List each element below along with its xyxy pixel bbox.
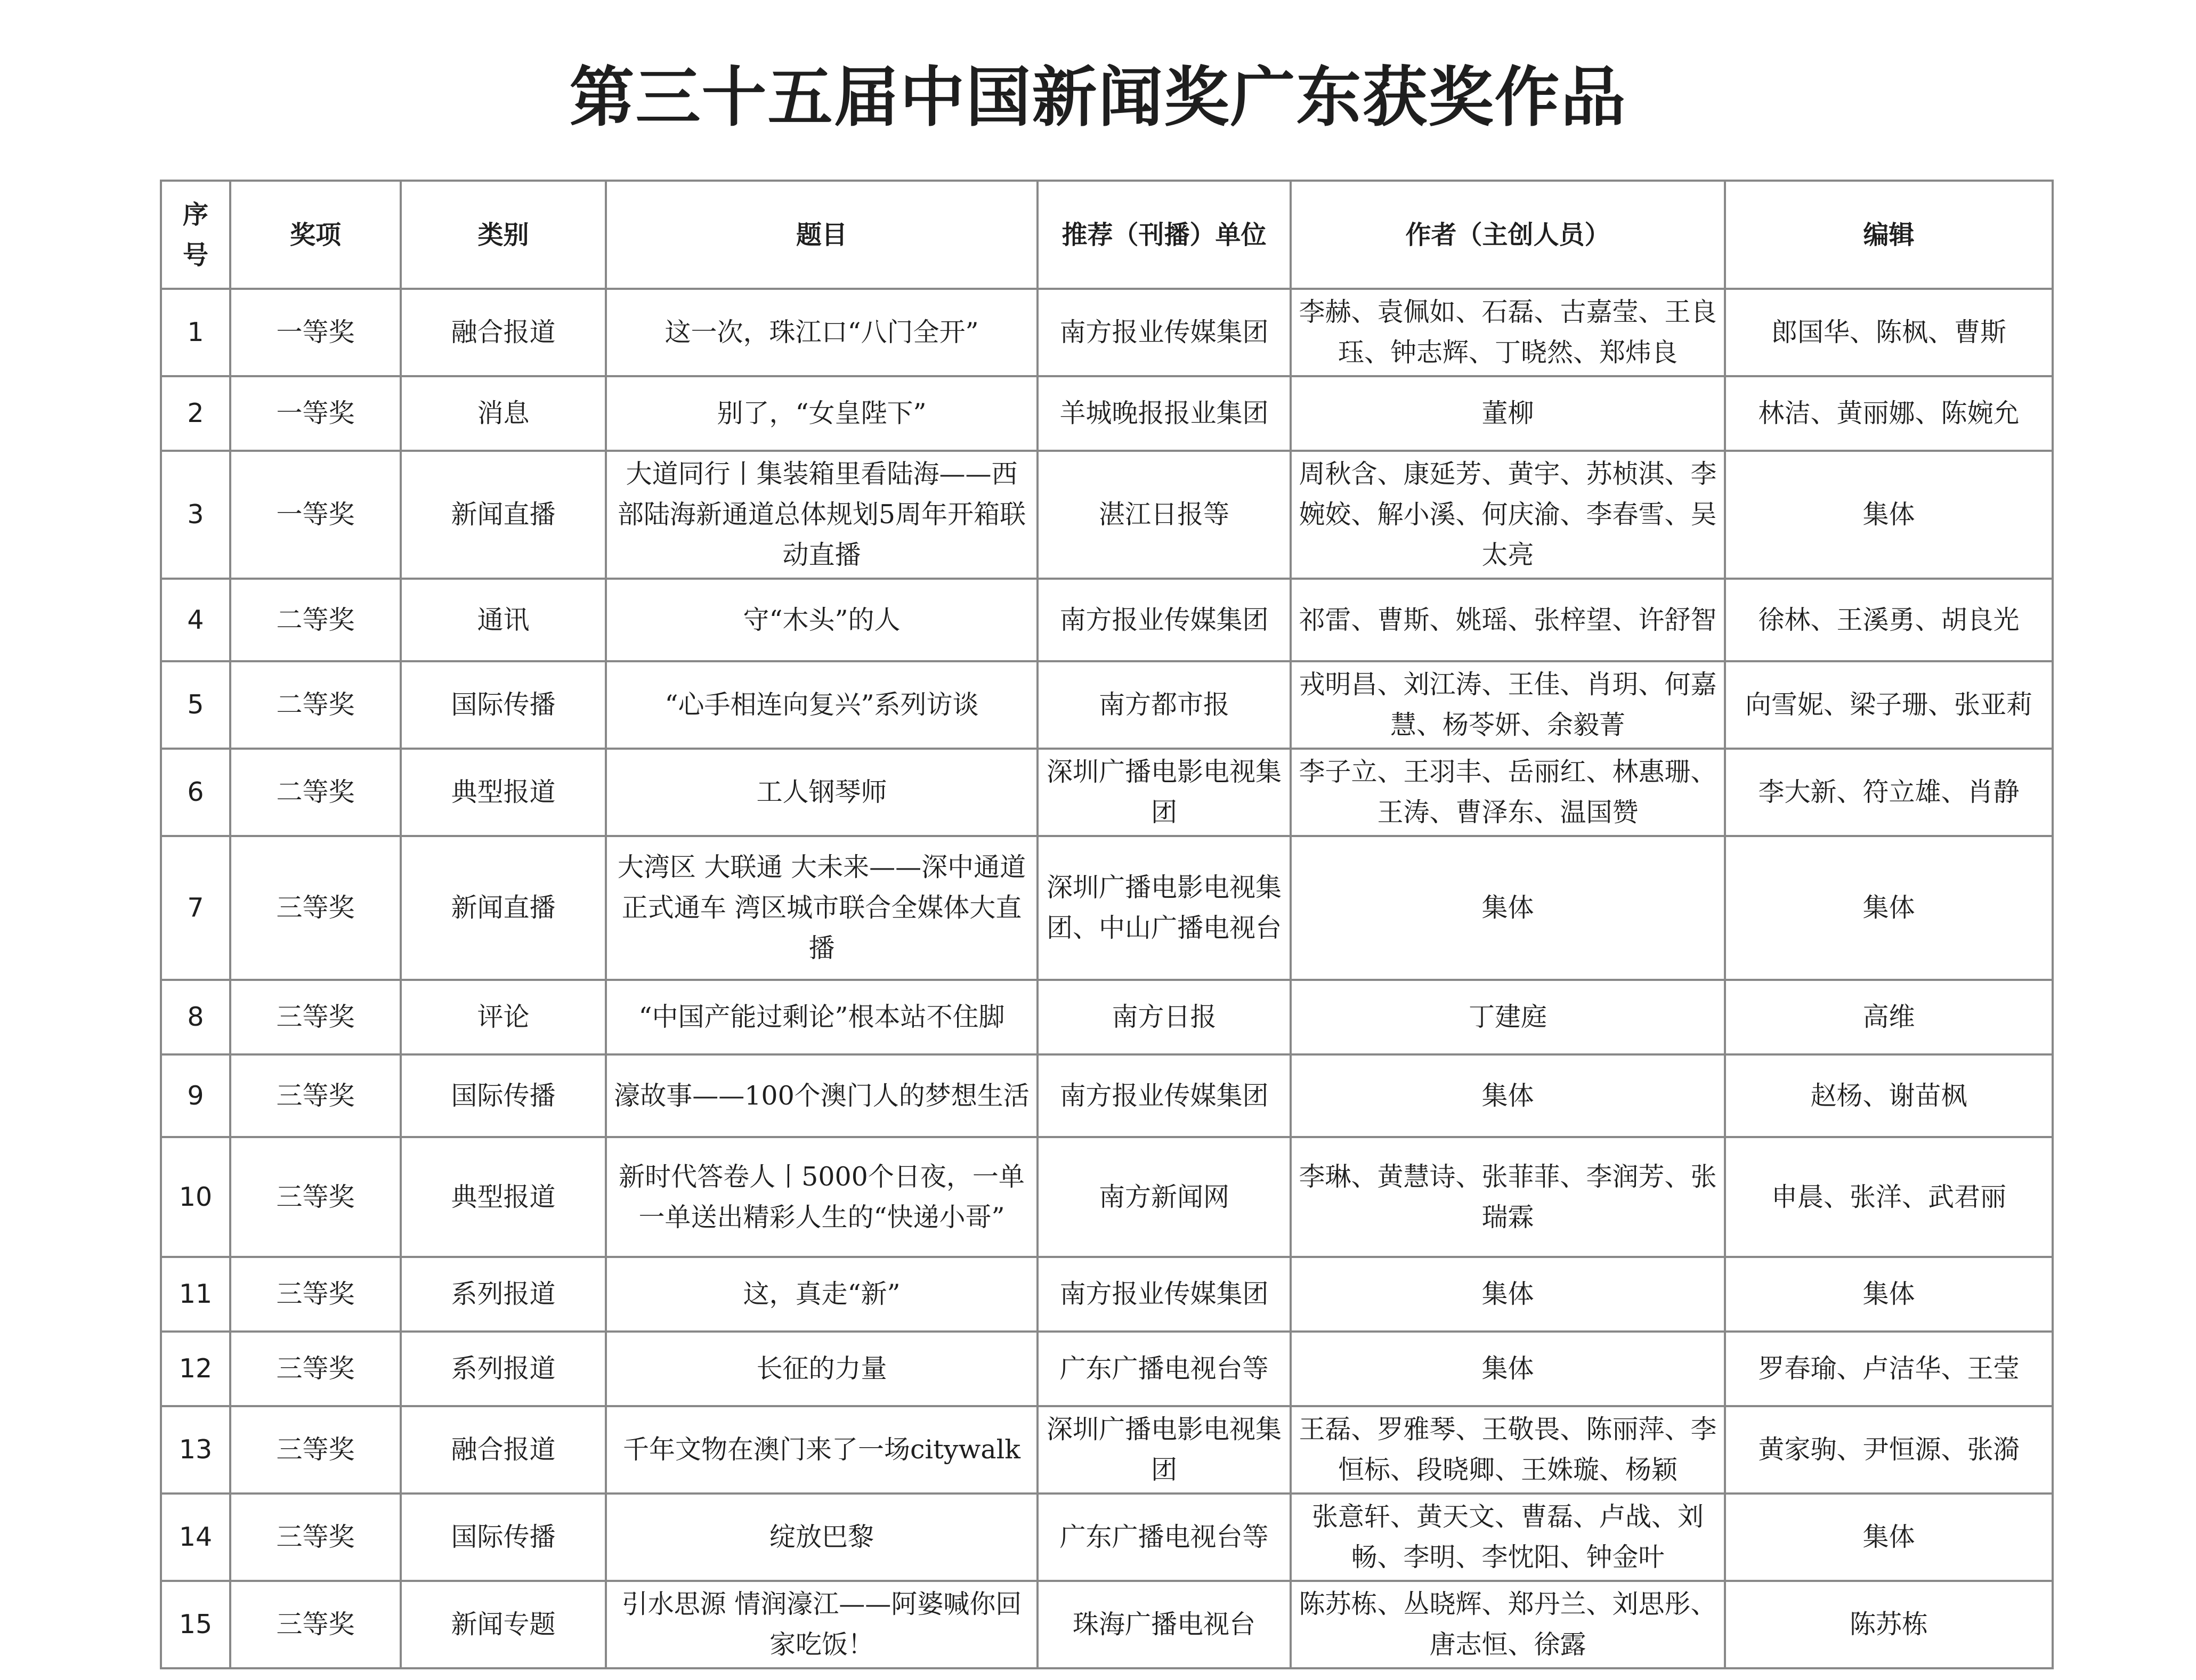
cell-authors: 祁雷、曹斯、姚瑶、张梓望、许舒智 <box>1291 579 1725 661</box>
header-unit: 推荐（刊播）单位 <box>1038 181 1291 289</box>
cell-authors: 丁建庭 <box>1291 980 1725 1054</box>
cell-editors: 罗春瑜、卢洁华、王莹 <box>1725 1332 2053 1406</box>
cell-unit: 珠海广播电视台 <box>1038 1581 1291 1668</box>
cell-authors: 集体 <box>1291 1332 1725 1406</box>
cell-seq: 6 <box>161 749 230 836</box>
cell-award: 一等奖 <box>230 289 401 376</box>
cell-category: 系列报道 <box>401 1257 606 1332</box>
table-row <box>161 1054 2053 1137</box>
cell-unit: 广东广播电视台等 <box>1038 1494 1291 1581</box>
cell-authors: 周秋含、康延芳、黄宇、苏桢淇、李婉姣、解小溪、何庆渝、李春雪、吴太亮 <box>1291 451 1725 579</box>
cell-category: 新闻专题 <box>401 1581 606 1668</box>
cell-topic: “心手相连向复兴”系列访谈 <box>606 661 1038 749</box>
cell-editors: 黄家驹、尹恒源、张漪 <box>1725 1406 2053 1494</box>
cell-topic: 绽放巴黎 <box>606 1494 1038 1581</box>
cell-editors: 林洁、黄丽娜、陈婉允 <box>1725 376 2053 451</box>
cell-editors: 集体 <box>1725 451 2053 579</box>
cell-unit: 深圳广播电影电视集团 <box>1038 749 1291 836</box>
table-body <box>161 289 2053 1668</box>
cell-topic: “中国产能过剩论”根本站不住脚 <box>606 980 1038 1054</box>
cell-category: 典型报道 <box>401 749 606 836</box>
table-row <box>161 1332 2053 1406</box>
cell-authors: 集体 <box>1291 1257 1725 1332</box>
cell-editors: 李大新、符立雄、肖静 <box>1725 749 2053 836</box>
table-row <box>161 376 2053 451</box>
cell-seq: 8 <box>161 980 230 1054</box>
cell-seq: 1 <box>161 289 230 376</box>
cell-seq: 13 <box>161 1406 230 1494</box>
header-seq: 序号 <box>161 181 230 289</box>
cell-topic: 别了，“女皇陛下” <box>606 376 1038 451</box>
cell-award: 二等奖 <box>230 579 401 661</box>
cell-seq: 11 <box>161 1257 230 1332</box>
cell-editors: 郎国华、陈枫、曹斯 <box>1725 289 2053 376</box>
cell-seq: 9 <box>161 1054 230 1137</box>
cell-authors: 陈苏栋、丛晓辉、郑丹兰、刘思彤、唐志恒、徐露 <box>1291 1581 1725 1668</box>
cell-category: 消息 <box>401 376 606 451</box>
cell-editors: 集体 <box>1725 836 2053 980</box>
cell-award: 三等奖 <box>230 1581 401 1668</box>
cell-unit: 南方报业传媒集团 <box>1038 1257 1291 1332</box>
cell-seq: 2 <box>161 376 230 451</box>
cell-authors: 李子立、王羽丰、岳丽红、林惠珊、王涛、曹泽东、温国赞 <box>1291 749 1725 836</box>
cell-award: 三等奖 <box>230 1257 401 1332</box>
table-row <box>161 1581 2053 1668</box>
table-row <box>161 1137 2053 1257</box>
cell-unit: 南方新闻网 <box>1038 1137 1291 1257</box>
cell-editors: 赵杨、谢苗枫 <box>1725 1054 2053 1137</box>
cell-seq: 4 <box>161 579 230 661</box>
table-row <box>161 579 2053 661</box>
cell-seq: 15 <box>161 1581 230 1668</box>
table-row <box>161 661 2053 749</box>
cell-authors: 王磊、罗雅琴、王敬畏、陈丽萍、李恒标、段晓卿、王姝璇、杨颖 <box>1291 1406 1725 1494</box>
cell-topic: 千年文物在澳门来了一场citywalk <box>606 1406 1038 1494</box>
cell-category: 新闻直播 <box>401 836 606 980</box>
cell-seq: 10 <box>161 1137 230 1257</box>
cell-unit: 羊城晚报报业集团 <box>1038 376 1291 451</box>
cell-award: 三等奖 <box>230 1054 401 1137</box>
cell-unit: 深圳广播电影电视集团、中山广播电视台 <box>1038 836 1291 980</box>
cell-category: 评论 <box>401 980 606 1054</box>
table-row <box>161 836 2053 980</box>
cell-unit: 广东广播电视台等 <box>1038 1332 1291 1406</box>
cell-topic: 长征的力量 <box>606 1332 1038 1406</box>
header-editors: 编辑 <box>1725 181 2053 289</box>
cell-editors: 高维 <box>1725 980 2053 1054</box>
cell-unit: 南方都市报 <box>1038 661 1291 749</box>
cell-topic: 濠故事——100个澳门人的梦想生活 <box>606 1054 1038 1137</box>
cell-topic: 工人钢琴师 <box>606 749 1038 836</box>
cell-authors: 李赫、袁佩如、石磊、古嘉莹、王良珏、钟志辉、丁晓然、郑炜良 <box>1291 289 1725 376</box>
cell-authors: 集体 <box>1291 836 1725 980</box>
cell-category: 新闻直播 <box>401 451 606 579</box>
cell-award: 二等奖 <box>230 749 401 836</box>
header-authors: 作者（主创人员） <box>1291 181 1725 289</box>
cell-award: 一等奖 <box>230 451 401 579</box>
cell-authors: 董柳 <box>1291 376 1725 451</box>
header-category: 类别 <box>401 181 606 289</box>
header-topic: 题目 <box>606 181 1038 289</box>
cell-topic: 这，真走“新” <box>606 1257 1038 1332</box>
table-row <box>161 1494 2053 1581</box>
table-row <box>161 1406 2053 1494</box>
header-row <box>161 181 2053 289</box>
cell-authors: 集体 <box>1291 1054 1725 1137</box>
cell-topic: 守“木头”的人 <box>606 579 1038 661</box>
cell-award: 三等奖 <box>230 836 401 980</box>
cell-topic: 大道同行丨集装箱里看陆海——西部陆海新通道总体规划5周年开箱联动直播 <box>606 451 1038 579</box>
cell-award: 三等奖 <box>230 1137 401 1257</box>
cell-award: 三等奖 <box>230 980 401 1054</box>
cell-category: 融合报道 <box>401 1406 606 1494</box>
cell-category: 通讯 <box>401 579 606 661</box>
cell-topic: 这一次，珠江口“八门全开” <box>606 289 1038 376</box>
cell-unit: 南方报业传媒集团 <box>1038 289 1291 376</box>
cell-topic: 大湾区 大联通 大未来——深中通道正式通车 湾区城市联合全媒体大直播 <box>606 836 1038 980</box>
cell-award: 三等奖 <box>230 1494 401 1581</box>
cell-category: 系列报道 <box>401 1332 606 1406</box>
cell-editors: 陈苏栋 <box>1725 1581 2053 1668</box>
cell-authors: 戎明昌、刘江涛、王佳、肖玥、何嘉慧、杨苓妍、余毅菁 <box>1291 661 1725 749</box>
cell-editors: 申晨、张洋、武君丽 <box>1725 1137 2053 1257</box>
cell-category: 国际传播 <box>401 661 606 749</box>
cell-category: 国际传播 <box>401 1494 606 1581</box>
cell-topic: 引水思源 情润濠江——阿婆喊你回家吃饭！ <box>606 1581 1038 1668</box>
cell-unit: 湛江日报等 <box>1038 451 1291 579</box>
cell-award: 一等奖 <box>230 376 401 451</box>
cell-award: 三等奖 <box>230 1406 401 1494</box>
cell-editors: 集体 <box>1725 1494 2053 1581</box>
table-row <box>161 1257 2053 1332</box>
cell-category: 融合报道 <box>401 289 606 376</box>
cell-unit: 南方报业传媒集团 <box>1038 1054 1291 1137</box>
table-row <box>161 749 2053 836</box>
cell-seq: 14 <box>161 1494 230 1581</box>
cell-category: 国际传播 <box>401 1054 606 1137</box>
table-row <box>161 289 2053 376</box>
header-award: 奖项 <box>230 181 401 289</box>
page-title: 第三十五届中国新闻奖广东获奖作品 <box>569 60 1627 135</box>
cell-unit: 南方报业传媒集团 <box>1038 579 1291 661</box>
table-row <box>161 980 2053 1054</box>
cell-unit: 深圳广播电影电视集团 <box>1038 1406 1291 1494</box>
cell-award: 三等奖 <box>230 1332 401 1406</box>
table-row <box>161 451 2053 579</box>
cell-award: 二等奖 <box>230 661 401 749</box>
cell-topic: 新时代答卷人丨5000个日夜，一单一单送出精彩人生的“快递小哥” <box>606 1137 1038 1257</box>
awards-table <box>160 180 2054 1669</box>
cell-seq: 3 <box>161 451 230 579</box>
cell-unit: 南方日报 <box>1038 980 1291 1054</box>
cell-seq: 12 <box>161 1332 230 1406</box>
cell-editors: 徐林、王溪勇、胡良光 <box>1725 579 2053 661</box>
cell-category: 典型报道 <box>401 1137 606 1257</box>
cell-authors: 李琳、黄慧诗、张菲菲、李润芳、张瑞霖 <box>1291 1137 1725 1257</box>
cell-editors: 向雪妮、梁子珊、张亚莉 <box>1725 661 2053 749</box>
cell-authors: 张意轩、黄天文、曹磊、卢战、刘畅、李明、李忱阳、钟金叶 <box>1291 1494 1725 1581</box>
cell-editors: 集体 <box>1725 1257 2053 1332</box>
cell-seq: 7 <box>161 836 230 980</box>
cell-seq: 5 <box>161 661 230 749</box>
